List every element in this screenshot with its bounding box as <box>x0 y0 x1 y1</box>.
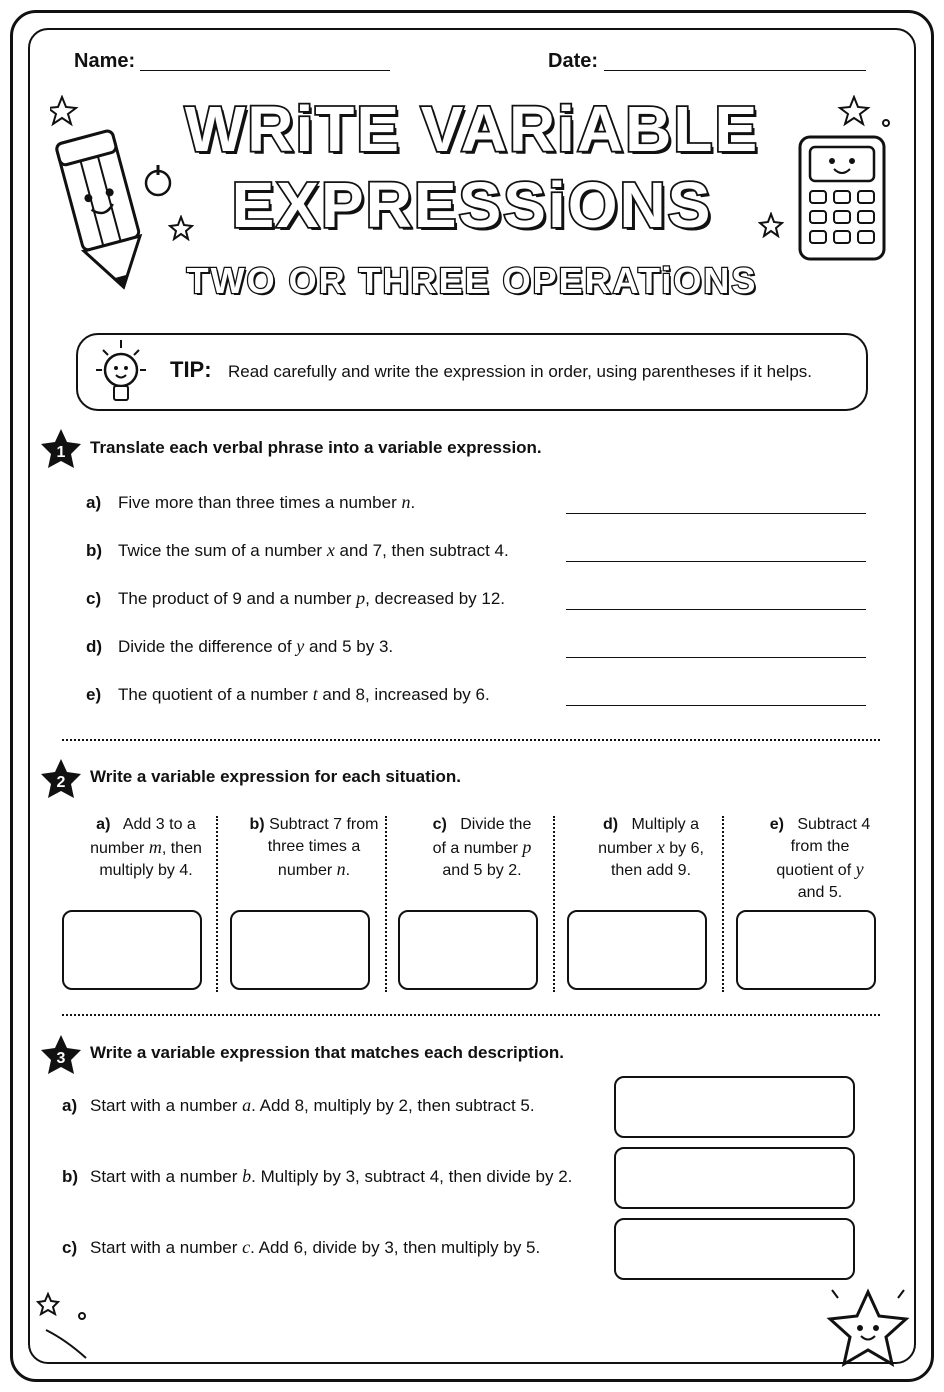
s1-answer-line-e[interactable] <box>566 705 866 706</box>
svg-text:2: 2 <box>56 774 66 791</box>
lightbulb-icon <box>90 336 152 410</box>
s3-item-a: a) Start with a number a. Add 8, multiply by 2, then subtract 5. <box>62 1095 535 1115</box>
sparkle-decoration-icon <box>36 1290 116 1360</box>
s1-item-c: c) The product of 9 and a number p, decreased by 12. <box>86 588 506 608</box>
pencil-mascot-icon <box>50 95 180 295</box>
s2-item-e: e) Subtract 4 from the quotient of y and 5. <box>736 814 904 994</box>
column-divider <box>216 816 218 992</box>
s2-item-c: c) Divide the of a number p and 5 by 2. <box>398 814 566 994</box>
name-field[interactable] <box>140 70 390 71</box>
s3-answer-box-a[interactable] <box>614 1076 855 1138</box>
section-2-heading: Write a variable expression for each situation. <box>90 767 461 786</box>
section-3-star-badge <box>40 1034 82 1076</box>
section-divider <box>62 1014 880 1016</box>
s2-item-a: a) Add 3 to a number m, then multiply by 4. <box>62 814 230 994</box>
star-mascot-icon <box>818 1284 918 1370</box>
s1-answer-line-d[interactable] <box>566 657 866 658</box>
column-divider <box>722 816 724 992</box>
tip-text: Read carefully and write the expression in order, using parentheses if it helps. <box>228 362 812 381</box>
s2-item-d: d) Multiply a number x by 6, then add 9. <box>567 814 735 994</box>
s3-item-c: c) Start with a number c. Add 6, divide by 3, then multiply by 5. <box>62 1237 541 1257</box>
date-label: Date: <box>548 50 599 72</box>
date-field[interactable] <box>604 70 866 71</box>
star-icon <box>168 215 194 241</box>
s2-answer-box-e[interactable] <box>736 910 876 990</box>
s1-item-e: e) The quotient of a number t and 8, increased by 6. <box>86 684 490 704</box>
s1-item-a: a) Five more than three times a number n. <box>86 492 416 512</box>
column-divider <box>553 816 555 992</box>
s3-answer-box-b[interactable] <box>614 1147 855 1209</box>
s1-answer-line-a[interactable] <box>566 513 866 514</box>
name-label: Name: <box>74 50 136 72</box>
section-2-star-badge <box>40 758 82 800</box>
s1-item-d: d) Divide the difference of y and 5 by 3. <box>86 636 394 656</box>
s2-answer-box-d[interactable] <box>567 910 707 990</box>
s2-answer-box-a[interactable] <box>62 910 202 990</box>
s3-item-b: b) Start with a number b. Multiply by 3, subtract 4, then divide by 2. <box>62 1166 573 1186</box>
s2-item-b: b) Subtract 7 from three times a number n. <box>230 814 398 994</box>
section-1-star-badge <box>40 428 82 470</box>
s1-item-b: b) Twice the sum of a number x and 7, then subtract 4. <box>86 540 509 560</box>
section-divider <box>62 739 880 741</box>
section-3-heading: Write a variable expression that matches each description. <box>90 1043 564 1062</box>
column-divider <box>385 816 387 992</box>
calculator-mascot-icon <box>790 95 910 295</box>
s1-answer-line-b[interactable] <box>566 561 866 562</box>
s1-answer-line-c[interactable] <box>566 609 866 610</box>
tip-label: TIP: <box>170 357 212 382</box>
s3-answer-box-c[interactable] <box>614 1218 855 1280</box>
worksheet-title-line1: WRiTE VARiABLE <box>184 93 760 165</box>
s2-answer-box-b[interactable] <box>230 910 370 990</box>
worksheet-subtitle: TWO OR THREE OPERATiONS <box>186 260 758 301</box>
star-icon <box>758 212 784 238</box>
section-1-heading: Translate each verbal phrase into a variable expression. <box>90 438 542 457</box>
svg-text:3: 3 <box>56 1050 66 1067</box>
s2-answer-box-c[interactable] <box>398 910 538 990</box>
svg-text:1: 1 <box>56 444 66 461</box>
worksheet-title-line2: EXPRESSiONS <box>231 169 713 241</box>
